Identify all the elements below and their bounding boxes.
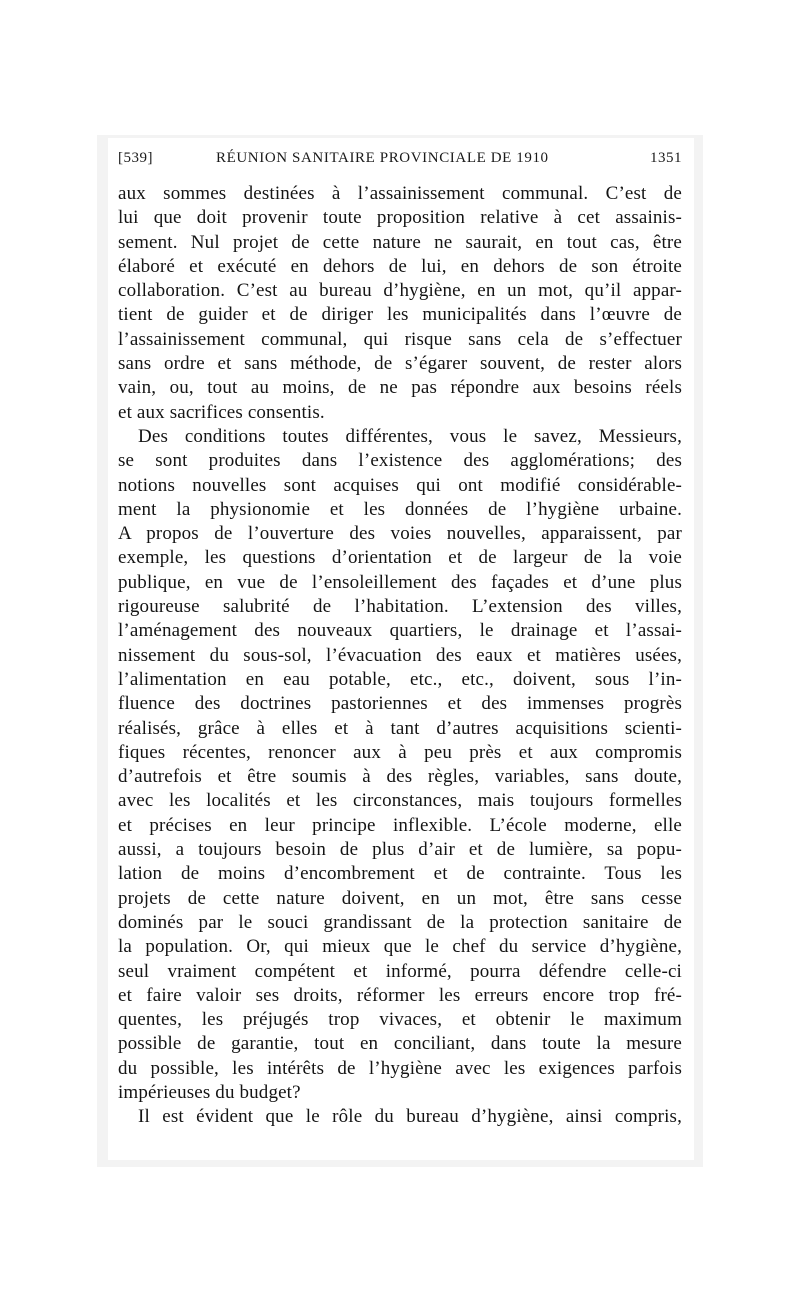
- text-line: élaboré et exécuté en dehors de lui, en dehors de son étroite: [118, 255, 682, 277]
- paragraph-start-line: Des conditions toutes différentes, vous le savez, Messieurs,: [138, 425, 682, 447]
- text-line: se sont produites dans l’existence des agglomérations; des: [118, 450, 682, 472]
- text-line: fluence des doctrines pastoriennes et des immenses progrès: [118, 693, 682, 715]
- text-line: A propos de l’ouverture des voies nouvelles, apparaissent, par: [118, 523, 682, 545]
- text-line: ment la physionomie et les données de l’hygiène urbaine.: [118, 498, 682, 520]
- text-line: quentes, les préjugés trop vivaces, et obtenir le maximum: [118, 1009, 682, 1031]
- body-text: [118, 182, 682, 1130]
- text-line: sans ordre et sans méthode, de s’égarer souvent, de rester alors: [118, 353, 682, 375]
- text-line: avec les localités et les circonstances, mais toujours formelles: [118, 790, 682, 812]
- text-line: lation de moins d’encombrement et de contrainte. Tous les: [118, 863, 682, 885]
- text-line: projets de cette nature doivent, en un mot, être sans cesse: [118, 887, 682, 909]
- text-line: et précises en leur principe inflexible. L’école moderne, elle: [118, 814, 682, 836]
- text-line: aux sommes destinées à l’assainissement communal. C’est de: [118, 183, 682, 204]
- text-line: sement. Nul projet de cette nature ne saurait, en tout cas, être: [118, 231, 682, 253]
- page-number: 1351: [650, 150, 682, 166]
- text-line: seul vraiment compétent et informé, pourra défendre celle-ci: [118, 960, 682, 982]
- text-line: tient de guider et de diriger les municipalités dans l’œuvre de: [118, 304, 682, 326]
- text-line: la population. Or, qui mieux que le chef du service d’hygiène,: [118, 936, 682, 958]
- text-line: l’assainissement communal, qui risque sans cela de s’effectuer: [118, 328, 682, 350]
- running-head: [118, 150, 682, 172]
- text-line: du possible, les intérêts de l’hygiène avec les exigences parfois: [118, 1057, 682, 1079]
- text-line: dominés par le souci grandissant de la protection sanitaire de: [118, 911, 682, 933]
- running-title: RÉUNION SANITAIRE PROVINCIALE DE 1910: [216, 150, 549, 166]
- text-line: nissement du sous-sol, l’évacuation des eaux et matières usées,: [118, 644, 682, 666]
- text-line: rigoureuse salubrité de l’habitation. L’extension des villes,: [118, 596, 682, 618]
- text-line: et faire valoir ses droits, réformer les erreurs encore trop fré-: [118, 984, 682, 1006]
- text-line: publique, en vue de l’ensoleillement des façades et d’une plus: [118, 571, 682, 593]
- paragraph-end-line: et aux sacrifices consentis.: [118, 401, 325, 423]
- text-line: d’autrefois et être soumis à des règles, variables, sans doute,: [118, 766, 682, 788]
- page-reference: [539]: [118, 150, 153, 166]
- text-line: collaboration. C’est au bureau d’hygiène, en un mot, qu’il appar-: [118, 280, 682, 302]
- paragraph-end-line: impérieuses du budget?: [118, 1081, 301, 1103]
- text-line: lui que doit provenir toute proposition relative à cet assainis-: [118, 207, 682, 229]
- text-line: exemple, les questions d’orientation et de largeur de la voie: [118, 547, 682, 569]
- text-line: aussi, a toujours besoin de plus d’air et de lumière, sa popu-: [118, 839, 682, 861]
- text-line: vain, ou, tout au moins, de ne pas répondre aux besoins réels: [118, 377, 682, 399]
- text-line: l’aménagement des nouveaux quartiers, le drainage et l’assai-: [118, 620, 682, 642]
- text-line: notions nouvelles sont acquises qui ont modifié considérable-: [118, 474, 682, 496]
- text-line: fiques récentes, renoncer aux à peu près et aux compromis: [118, 741, 682, 763]
- paragraph-start-line: Il est évident que le rôle du bureau d’hygiène, ainsi compris,: [138, 1106, 682, 1128]
- text-line: l’alimentation en eau potable, etc., etc., doivent, sous l’in-: [118, 668, 682, 690]
- text-line: possible de garantie, tout en conciliant, dans toute la mesure: [118, 1033, 682, 1055]
- text-line: réalisés, grâce à elles et à tant d’autres acquisitions scienti-: [118, 717, 682, 739]
